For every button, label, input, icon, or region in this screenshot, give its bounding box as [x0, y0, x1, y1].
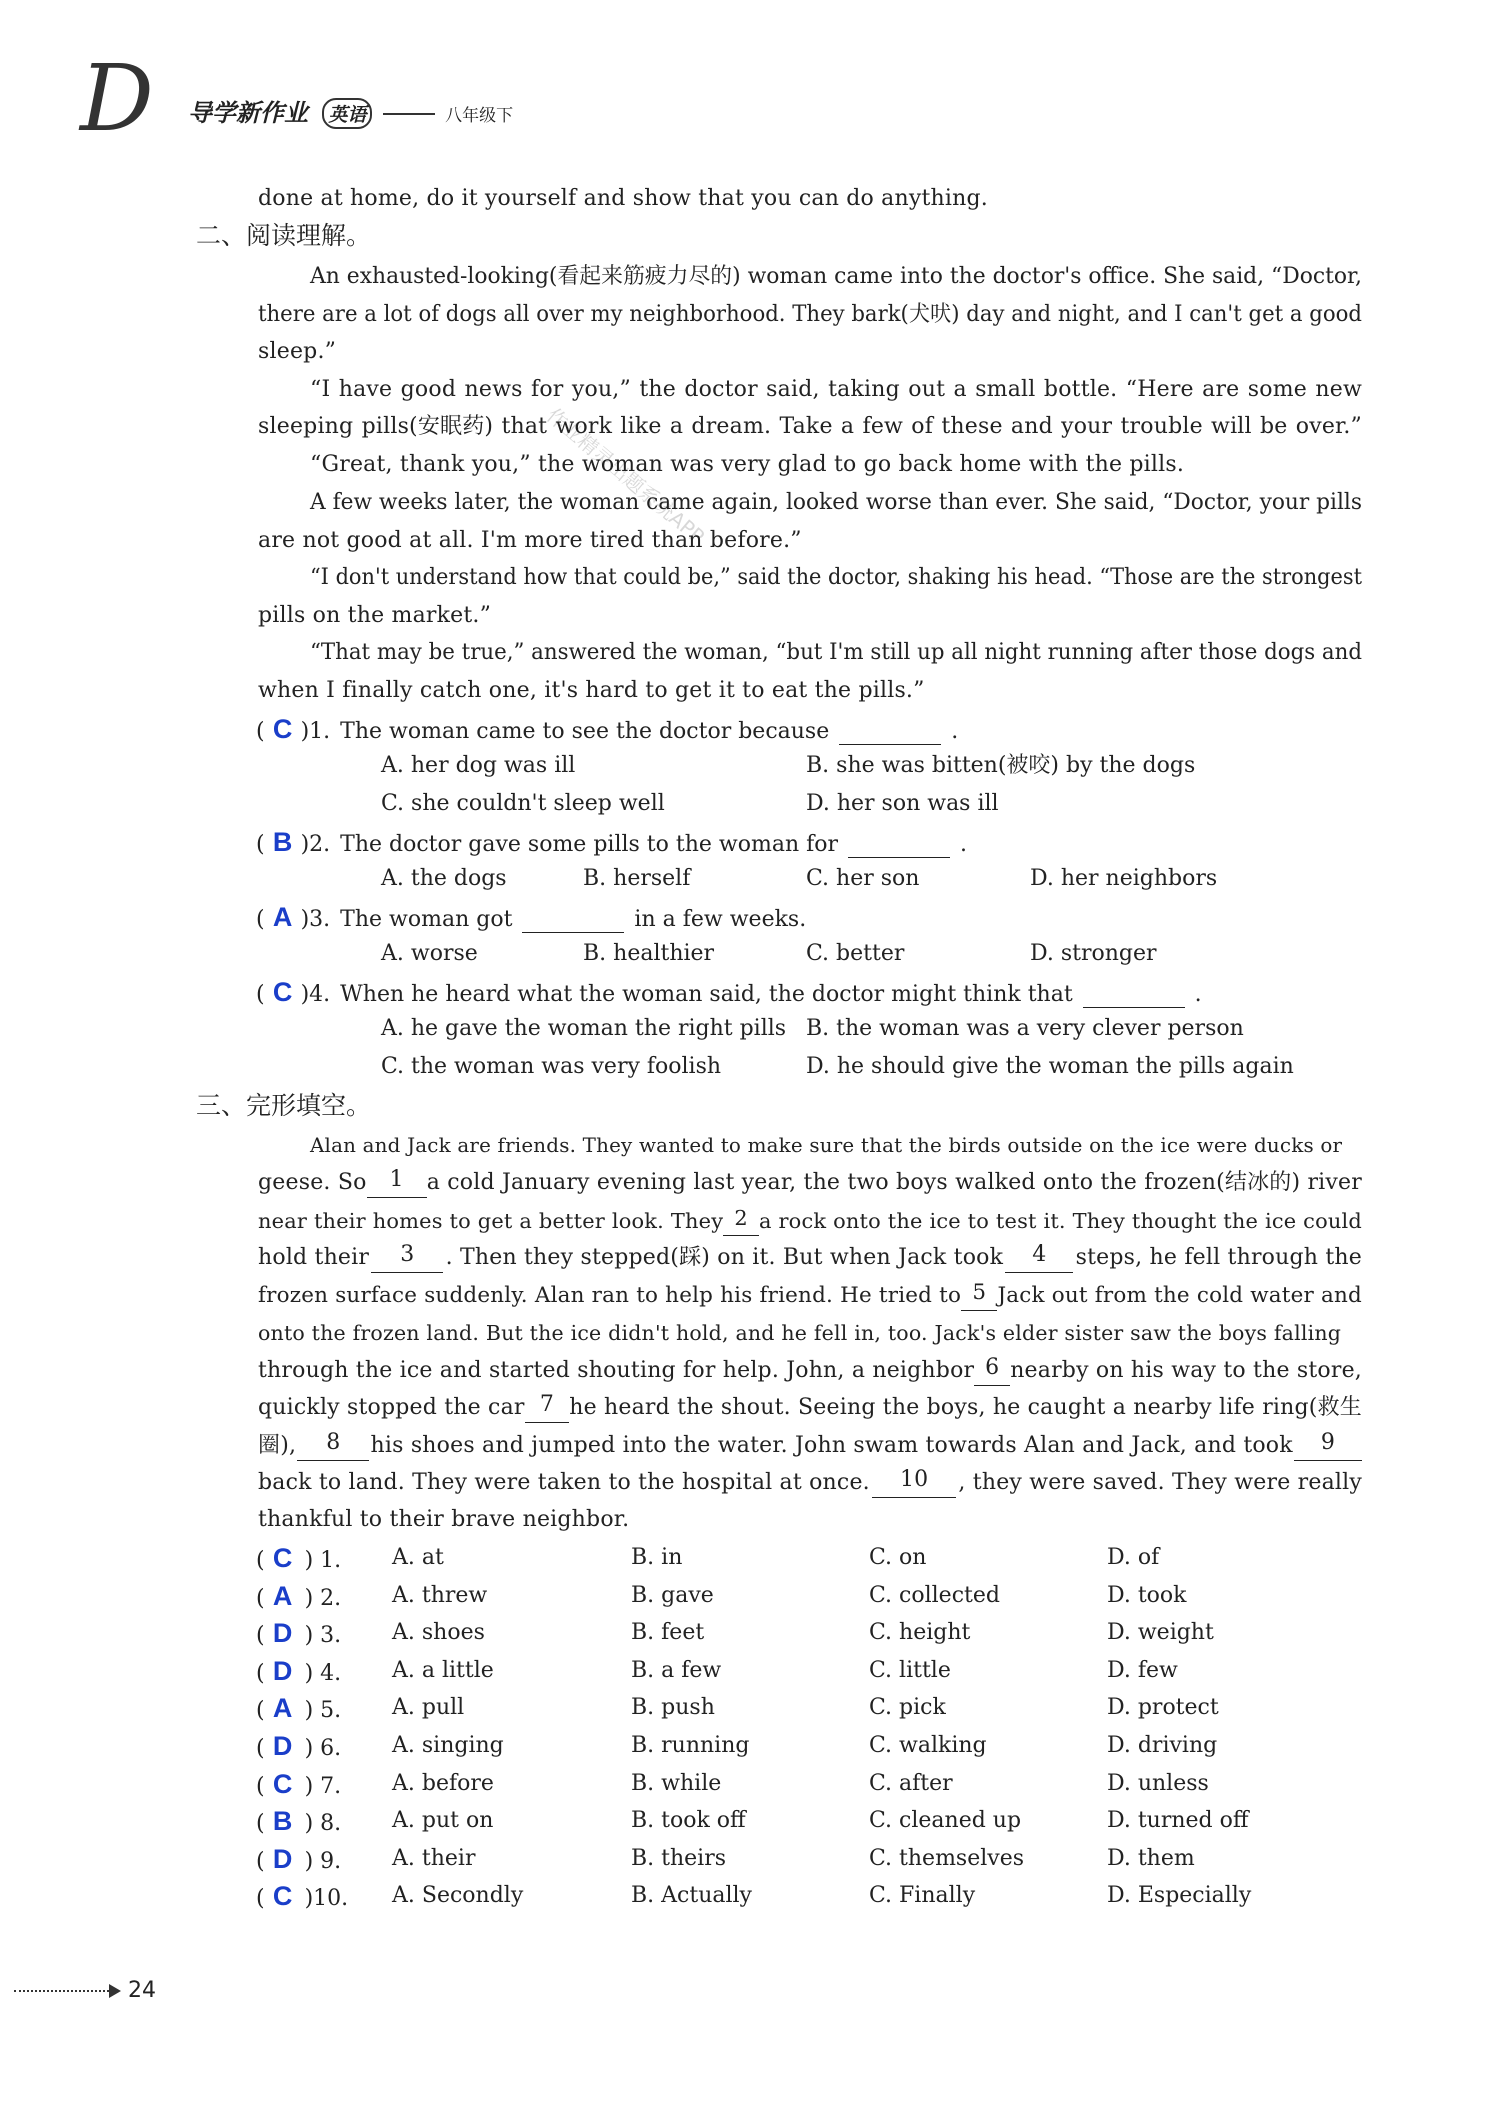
cloze-blank-number: 9: [1294, 1431, 1362, 1461]
question-number: ) 3.: [304, 1623, 342, 1648]
answer-option: B. theirs: [631, 1846, 727, 1871]
reading-passage-line: “I have good news for you,” the doctor said, taking out a small bottle. “Here are some new: [310, 377, 1362, 402]
answer-option: B. she was bitten(被咬) by the dogs: [806, 753, 1196, 778]
answer-option: D. them: [1107, 1846, 1195, 1871]
grade-label: 八年级下: [445, 106, 514, 126]
cloze-text: thankful to their brave neighbor.: [258, 1507, 630, 1532]
reading-question: [256, 827, 967, 860]
cloze-text: he heard the shout. Seeing the boys, he caught a nearby life ring(救生: [569, 1395, 1362, 1420]
cloze-blank-number: 3: [371, 1243, 443, 1273]
answer-option: B. herself: [583, 866, 691, 891]
reading-passage-line: there are a lot of dogs all over my neighborhood. They bark(犬吠) day and night, and I can't get a good: [258, 302, 1362, 327]
reading-passage-line: when I finally catch one, it's hard to get it to eat the pills.”: [258, 678, 925, 703]
open-paren: (: [256, 1661, 265, 1686]
reading-passage-line: “That may be true,” answered the woman, “but I'm still up all night running after those dogs and: [310, 640, 1362, 665]
cloze-question: [256, 1769, 341, 1802]
open-paren: (: [256, 1698, 265, 1723]
cloze-question: [256, 1844, 341, 1877]
question-number: ) 1.: [304, 1548, 342, 1573]
answer-option: B. took off: [631, 1808, 746, 1833]
answer-option: A. her dog was ill: [381, 753, 576, 778]
answer-mark: D: [272, 1731, 293, 1761]
answer-option: B. healthier: [583, 941, 715, 966]
answer-option: B. running: [631, 1733, 750, 1758]
answer-option: D. unless: [1107, 1771, 1209, 1796]
open-paren: (: [256, 1811, 265, 1836]
cloze-question: [256, 1618, 341, 1651]
question-end: in a few weeks.: [634, 907, 807, 932]
answer-mark: A: [272, 1693, 293, 1723]
answer-option: A. before: [392, 1771, 494, 1796]
cloze-question: [256, 1581, 341, 1614]
answer-option: B. a few: [631, 1658, 722, 1683]
cloze-text: frozen surface suddenly. Alan ran to help his friend. He tried to: [258, 1283, 962, 1308]
answer-option: D. weight: [1107, 1620, 1214, 1645]
cloze-question: [256, 1693, 341, 1726]
answer-option: B. Actually: [631, 1883, 752, 1908]
question-number: )3.: [300, 907, 331, 932]
cloze-passage-line: [258, 1206, 1362, 1236]
cloze-text: back to land. They were taken to the hospital at once.: [258, 1470, 870, 1495]
answer-option: A. worse: [381, 941, 478, 966]
answer-mark: D: [272, 1844, 293, 1874]
answer-mark: D: [272, 1656, 293, 1686]
answer-blank: [522, 908, 624, 933]
answer-option: D. of: [1107, 1545, 1160, 1570]
answer-option: A. singing: [392, 1733, 504, 1758]
answer-option: A. the dogs: [381, 866, 507, 891]
cloze-text: quickly stopped the car: [258, 1395, 525, 1420]
page-footer: [14, 1978, 156, 2003]
cloze-text: Alan and Jack are friends. They wanted to make sure that the birds outside on the ice were ducks or: [310, 1134, 1343, 1157]
answer-option: A. at: [392, 1545, 444, 1570]
cloze-blank-number: 1: [367, 1168, 427, 1198]
answer-option: A. shoes: [392, 1620, 485, 1645]
answer-option: C. themselves: [869, 1846, 1025, 1871]
answer-mark: C: [272, 1881, 293, 1911]
question-stem: The woman got: [340, 907, 513, 932]
logo-letter: D: [80, 45, 154, 152]
cloze-passage-line: [258, 1318, 1362, 1348]
cloze-passage-line: [258, 1505, 629, 1535]
cloze-text: onto the frozen land. But the ice didn't hold, and he fell in, too. Jack's elder sister saw the boys falling: [258, 1321, 1342, 1345]
answer-mark: C: [272, 1769, 293, 1799]
question-stem: When he heard what the woman said, the doctor might think that: [340, 982, 1073, 1007]
page-number: 24: [128, 1978, 156, 2003]
cloze-text: through the ice and started shouting for help. John, a neighbor: [258, 1358, 975, 1383]
cloze-passage-line: [258, 1431, 1362, 1461]
question-number: ) 5.: [304, 1698, 342, 1723]
answer-mark: C: [272, 714, 293, 744]
cloze-passage-line: [258, 1393, 1362, 1423]
answer-option: A. he gave the woman the right pills: [381, 1016, 787, 1041]
answer-option: C. height: [869, 1620, 971, 1645]
answer-blank: [839, 720, 941, 745]
reading-question: [256, 902, 806, 935]
answer-mark: B: [272, 827, 293, 857]
cloze-text: Jack out from the cold water and: [997, 1283, 1362, 1308]
question-number: ) 9.: [304, 1849, 342, 1874]
reading-passage-line: sleeping pills(安眠药) that work like a dream. Take a few of these and your trouble will be over.”: [258, 414, 1362, 439]
answer-option: B. while: [631, 1771, 722, 1796]
answer-mark: C: [272, 1543, 293, 1573]
open-paren: (: [256, 982, 265, 1007]
answer-option: D. he should give the woman the pills again: [806, 1054, 1294, 1079]
answer-mark: D: [272, 1618, 293, 1648]
book-title-row: [188, 93, 513, 129]
question-end: .: [951, 719, 959, 744]
answer-option: C. the woman was very foolish: [381, 1054, 722, 1079]
reading-passage-line: sleep.”: [258, 339, 337, 364]
cloze-question: [256, 1543, 341, 1576]
cloze-question: [256, 1656, 341, 1689]
answer-option: C. on: [869, 1545, 927, 1570]
reading-question: [256, 977, 1202, 1010]
cloze-text: . Then they stepped(踩) on it. But when Jack took: [445, 1245, 1004, 1270]
answer-option: D. few: [1107, 1658, 1178, 1683]
cloze-text: geese. So: [258, 1170, 367, 1195]
intro-line: done at home, do it yourself and show that you can do anything.: [258, 186, 988, 211]
section-heading-cloze: 三、完形填空。: [196, 1091, 372, 1120]
reading-question: [256, 714, 958, 747]
section-heading-reading: 二、阅读理解。: [196, 221, 372, 250]
answer-option: C. after: [869, 1771, 953, 1796]
question-end: .: [1194, 982, 1202, 1007]
cloze-passage-line: [258, 1281, 1362, 1311]
answer-option: D. protect: [1107, 1695, 1219, 1720]
cloze-text: , they were saved. They were really: [958, 1470, 1362, 1495]
question-number: ) 2.: [304, 1586, 342, 1611]
open-paren: (: [256, 832, 265, 857]
open-paren: (: [256, 1774, 265, 1799]
open-paren: (: [256, 1886, 265, 1911]
answer-blank: [848, 833, 950, 858]
cloze-text: a cold January evening last year, the two boys walked onto the frozen(结冰的) river: [426, 1170, 1362, 1195]
answer-option: C. her son: [806, 866, 920, 891]
watermark: 作业精灵出题系统APP: [542, 403, 709, 549]
answer-option: B. the woman was a very clever person: [806, 1016, 1244, 1041]
answer-option: C. she couldn't sleep well: [381, 791, 665, 816]
question-number: )10.: [304, 1886, 349, 1911]
reading-passage-line: An exhausted-looking(看起来筋疲力尽的) woman came into the doctor's office. She said, “Doctor,: [310, 264, 1362, 289]
subject-badge: 英语: [322, 98, 372, 129]
answer-option: C. better: [806, 941, 905, 966]
answer-option: D. driving: [1107, 1733, 1218, 1758]
cloze-passage-line: [310, 1131, 1362, 1161]
answer-option: D. her neighbors: [1030, 866, 1218, 891]
open-paren: (: [256, 1586, 265, 1611]
reading-passage-line: A few weeks later, the woman came again, looked worse than ever. She said, “Doctor, your pills: [310, 490, 1362, 515]
answer-option: A. their: [392, 1846, 476, 1871]
open-paren: (: [256, 1736, 265, 1761]
answer-option: D. her son was ill: [806, 791, 999, 816]
open-paren: (: [256, 907, 265, 932]
open-paren: (: [256, 719, 265, 744]
answer-option: A. pull: [392, 1695, 465, 1720]
open-paren: (: [256, 1548, 265, 1573]
cloze-passage-line: [258, 1243, 1362, 1273]
cloze-blank-number: 2: [723, 1206, 759, 1236]
answer-option: C. cleaned up: [869, 1808, 1022, 1833]
open-paren: (: [256, 1623, 265, 1648]
answer-blank: [1083, 983, 1185, 1008]
cloze-blank-number: 10: [872, 1468, 956, 1498]
answer-option: A. put on: [392, 1808, 494, 1833]
answer-option: C. walking: [869, 1733, 987, 1758]
answer-option: D. turned off: [1107, 1808, 1249, 1833]
answer-mark: A: [272, 1581, 293, 1611]
answer-option: C. little: [869, 1658, 951, 1683]
open-paren: (: [256, 1849, 265, 1874]
question-number: )1.: [300, 719, 331, 744]
question-number: ) 7.: [304, 1774, 342, 1799]
cloze-text: 圈),: [258, 1433, 297, 1458]
reading-passage-line: pills on the market.”: [258, 603, 492, 628]
question-number: ) 6.: [304, 1736, 342, 1761]
cloze-passage-line: [258, 1168, 1362, 1198]
divider: [383, 113, 435, 115]
question-stem: The doctor gave some pills to the woman for: [340, 832, 839, 857]
reading-passage-line: “I don't understand how that could be,” said the doctor, shaking his head. “Those are the strongest: [310, 565, 1362, 590]
question-number: ) 4.: [304, 1661, 342, 1686]
answer-mark: C: [272, 977, 293, 1007]
footer-dotted-line: [14, 1990, 109, 1992]
cloze-blank-number: 8: [297, 1431, 369, 1461]
answer-option: B. feet: [631, 1620, 705, 1645]
answer-option: B. in: [631, 1545, 683, 1570]
answer-option: D. took: [1107, 1583, 1187, 1608]
answer-option: C. Finally: [869, 1883, 976, 1908]
answer-option: A. a little: [392, 1658, 494, 1683]
answer-option: B. gave: [631, 1583, 714, 1608]
answer-option: A. threw: [392, 1583, 488, 1608]
answer-option: C. collected: [869, 1583, 1000, 1608]
cloze-question: [256, 1881, 348, 1914]
cloze-text: a rock onto the ice to test it. They thought the ice could: [758, 1209, 1362, 1233]
cloze-text: near their homes to get a better look. They: [258, 1209, 724, 1233]
answer-option: B. push: [631, 1695, 715, 1720]
cloze-text: hold their: [258, 1245, 370, 1270]
cloze-blank-number: 4: [1005, 1243, 1073, 1273]
answer-mark: A: [272, 902, 293, 932]
arrow-right-icon: [109, 1984, 121, 1998]
question-end: .: [960, 832, 968, 857]
cloze-text: nearby on his way to the store,: [1010, 1358, 1362, 1383]
cloze-text: his shoes and jumped into the water. John swam towards Alan and Jack, and took: [370, 1433, 1293, 1458]
cloze-passage-line: [258, 1468, 1362, 1498]
cloze-blank-number: 6: [974, 1356, 1010, 1386]
answer-mark: B: [272, 1806, 293, 1836]
cloze-question: [256, 1731, 341, 1764]
book-title: 导学新作业: [188, 99, 308, 127]
cloze-blank-number: 7: [525, 1393, 570, 1423]
cloze-blank-number: 5: [961, 1281, 997, 1311]
answer-option: D. stronger: [1030, 941, 1157, 966]
answer-option: A. Secondly: [392, 1883, 524, 1908]
answer-option: D. Especially: [1107, 1883, 1252, 1908]
cloze-question: [256, 1806, 341, 1839]
answer-option: C. pick: [869, 1695, 946, 1720]
reading-passage-line: are not good at all. I'm more tired than before.”: [258, 528, 802, 553]
question-number: )4.: [300, 982, 331, 1007]
question-stem: The woman came to see the doctor because: [340, 719, 830, 744]
question-number: ) 8.: [304, 1811, 342, 1836]
cloze-text: steps, he fell through the: [1075, 1245, 1362, 1270]
reading-passage-line: “Great, thank you,” the woman was very glad to go back home with the pills.: [310, 452, 1185, 477]
cloze-passage-line: [258, 1356, 1362, 1386]
question-number: )2.: [300, 832, 331, 857]
